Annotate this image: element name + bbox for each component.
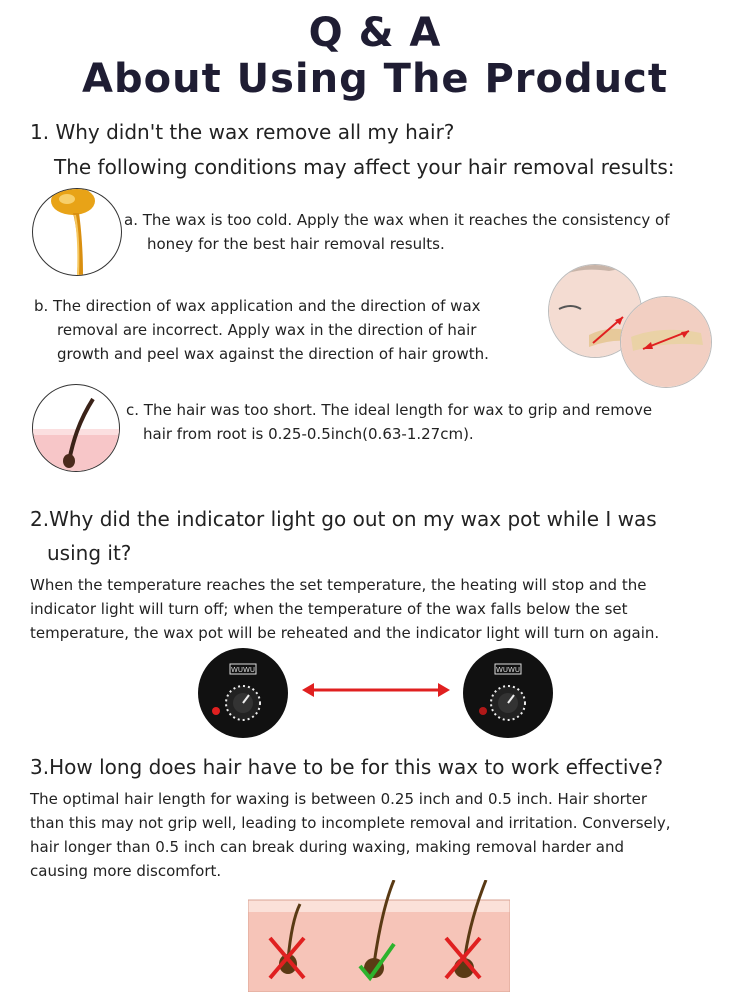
answer-c-line1: c. The hair was too short. The ideal length for wax to grip and remove	[126, 401, 653, 419]
pot-brand-label: WUWU	[495, 666, 521, 674]
wax-pot-light-off	[463, 648, 553, 738]
pot-brand-label: WUWU	[230, 666, 256, 674]
question-2-line2: using it?	[47, 541, 132, 565]
question-3: 3.How long does hair have to be for this wax to work effective?	[30, 755, 664, 779]
question-1-intro: The following conditions may affect your hair removal results:	[54, 155, 675, 179]
question-1: 1. Why didn't the wax remove all my hair?	[30, 120, 455, 144]
answer-2-line3: temperature, the wax pot will be reheated and the indicator light will turn on again.	[30, 624, 660, 642]
answer-b-line3: growth and peel wax against the direction of hair growth.	[57, 345, 489, 363]
answer-2-line2: indicator light will turn off; when the temperature of the wax falls below the set	[30, 600, 628, 618]
wax-pot-light-on	[198, 648, 288, 738]
answer-b-line1: b. The direction of wax application and the direction of wax	[34, 297, 481, 315]
short-hair-image	[32, 384, 120, 472]
answer-3-line4: causing more discomfort.	[30, 862, 222, 880]
answer-a-line2: honey for the best hair removal results.	[147, 235, 445, 253]
question-2-line1: 2.Why did the indicator light go out on my wax pot while I was	[30, 507, 657, 531]
answer-b-line2: removal are incorrect. Apply wax in the direction of hair	[57, 321, 477, 339]
answer-3-line3: hair longer than 0.5 inch can break during waxing, making removal harder and	[30, 838, 625, 856]
answer-3-line1: The optimal hair length for waxing is between 0.25 inch and 0.5 inch. Hair shorter	[30, 790, 648, 808]
page-title: About Using The Product	[82, 56, 668, 102]
double-arrow-icon	[300, 680, 452, 700]
hair-length-illustration	[248, 880, 510, 992]
answer-3-line2: than this may not grip well, leading to incomplete removal and irritation. Conversely,	[30, 814, 671, 832]
answer-a-line1: a. The wax is too cold. Apply the wax when it reaches the consistency of	[124, 211, 670, 229]
honey-image	[32, 188, 122, 276]
title-qa: Q & A	[308, 10, 442, 56]
answer-c-line2: hair from root is 0.25-0.5inch(0.63-1.27cm).	[143, 425, 474, 443]
face-wax-image-2	[620, 296, 712, 388]
answer-2-line1: When the temperature reaches the set temperature, the heating will stop and the	[30, 576, 647, 594]
